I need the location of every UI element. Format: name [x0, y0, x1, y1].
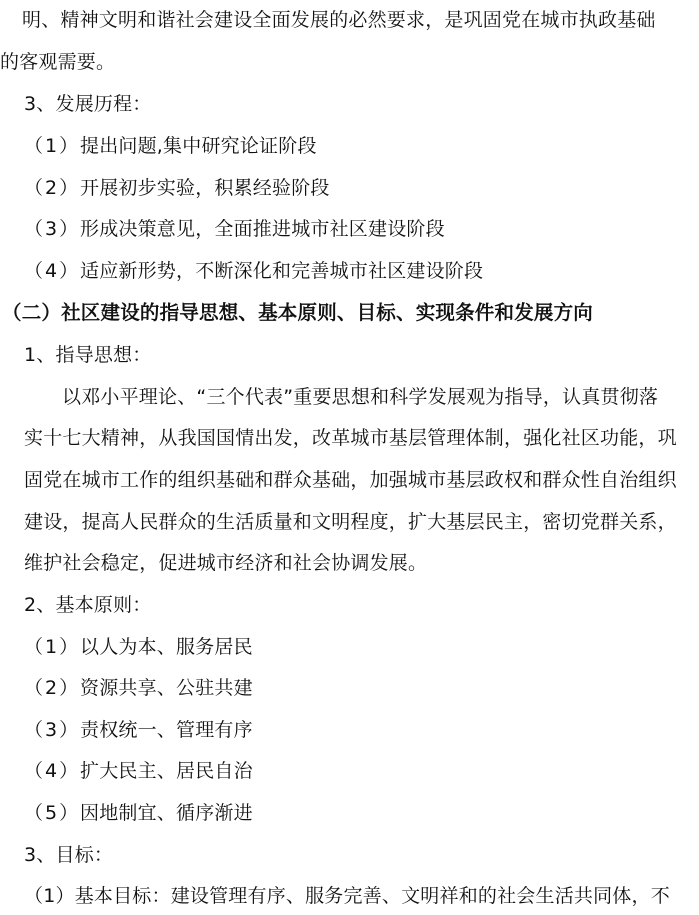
list-item-number: （5） — [24, 802, 81, 824]
list-item — [24, 672, 253, 704]
section-heading: 3、目标： — [24, 844, 114, 866]
list-item-number: （4） — [24, 760, 81, 782]
list-item — [24, 714, 253, 746]
paragraph-line: 固党在城市工作的组织基础和群众基础，加强城市基层政权和群众性自治组织 — [24, 469, 677, 491]
list-item-text: 扩大民主、居民自治 — [80, 760, 253, 782]
list-item-text: 开展初步实验，积累经验阶段 — [80, 177, 330, 199]
list-item — [24, 797, 253, 829]
paragraph-line: 维护社会稳定，促进城市经济和社会协调发展。 — [24, 552, 428, 574]
list-item-number: （3） — [24, 719, 81, 741]
paragraph-line: 明、精神文明和谐社会建设全面发展的必然要求，是巩固党在城市执政基础 — [22, 9, 656, 31]
paragraph-line: 的客观需要。 — [0, 51, 116, 73]
list-item-number: （2） — [24, 177, 81, 199]
list-item-number: （1） — [24, 135, 81, 157]
list-item-number: （2） — [24, 677, 81, 699]
list-item — [24, 755, 253, 787]
paragraph-line: 实十七大精神，从我国国情出发，改革城市基层管理体制，强化社区功能，巩 — [24, 427, 677, 449]
list-item-text: 责权统一、管理有序 — [80, 719, 253, 741]
list-item — [24, 255, 483, 287]
list-item-text: 以人为本、服务居民 — [80, 636, 253, 658]
list-item-text: 适应新形势，不断深化和完善城市社区建设阶段 — [80, 260, 484, 282]
section-heading: 2、基本原则： — [24, 594, 152, 616]
list-item-number: （1） — [24, 636, 81, 658]
list-item-text: 提出问题,集中研究论证阶段 — [80, 135, 317, 157]
chapter-heading: （二）社区建设的指导思想、基本原则、目标、实现条件和发展方向 — [2, 301, 594, 324]
list-item-number: （4） — [24, 260, 81, 282]
list-item-text: 形成决策意见，全面推进城市社区建设阶段 — [80, 218, 445, 240]
section-heading: 1、指导思想： — [24, 344, 152, 366]
list-item-text: 因地制宜、循序渐进 — [80, 802, 253, 824]
paragraph-line: 以邓小平理论、“三个代表”重要思想和科学发展观为指导，认真贯彻落 — [62, 386, 659, 408]
paragraph-line: 建设，提高人民群众的生活质量和文明程度，扩大基层民主，密切党群关系， — [24, 511, 677, 533]
list-item-text: 资源共享、公驻共建 — [80, 677, 253, 699]
list-item-number: （3） — [24, 218, 81, 240]
list-item — [24, 213, 445, 245]
paragraph-line: （1）基本目标：建设管理有序、服务完善、文明祥和的社会生活共同体，不 — [24, 885, 670, 907]
list-item — [24, 172, 330, 204]
list-item — [24, 130, 317, 162]
list-item — [24, 631, 253, 663]
section-heading: 3、发展历程： — [24, 93, 152, 115]
